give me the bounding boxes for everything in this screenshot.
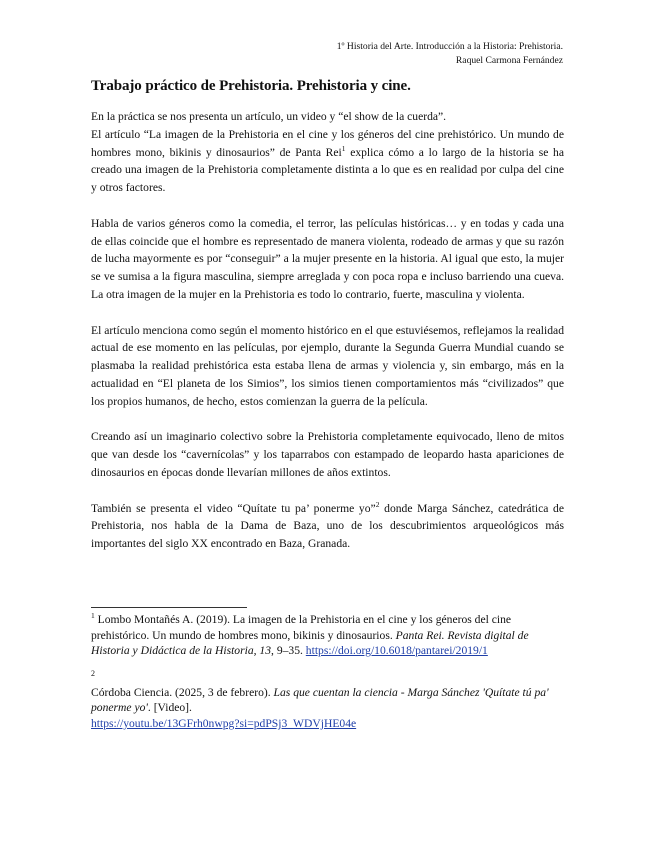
paragraph-article-text-a: El artículo “La imagen de la Prehistoria en el cine y los géneros del cine prehistórico. Un mundo de hombres mono, bikinis y dinosaurios” de Panta Rei [91,127,564,159]
footnote-ref-1[interactable]: 1 [341,143,346,153]
footnote-2-mark: 2 [91,668,95,678]
header-course: 1º Historia del Arte. Introducción a la Historia: Prehistoria. [336,41,563,52]
paragraph-intro [91,108,564,197]
footnote-2-text: Córdoba Ciencia. (2025, 3 de febrero). [91,685,274,699]
footnote-2-rest: . [Video]. [147,701,192,715]
footnote-2-youtube-link[interactable]: https://youtu.be/13GFrh0nwpg?si=pdPSj3_WDVjHE04e [91,716,357,730]
footnote-1-pages: , 9–35. [271,644,306,658]
footnote-2 [91,685,564,732]
footnotes [91,612,564,732]
paragraph-video-text-a: También se presenta el video “Quítate tu pa’ ponerme yo” [91,501,376,515]
paragraph-genres: Habla de varios géneros como la comedia, el terror, las películas históricas… y en todas y cada una de ellas coincide que el hombre es representado de manera violenta, rodeado de armas y que su razón de lucha mayormente es por “conseguir” a la mujer presente en la historia. Al igual que esto, la mujer se ve sumisa a la figura masculina, siempre arreglada y con poca ropa e incluso barriendo una cueva. La otra imagen de la mujer en la Prehistoria es todo lo contrario, fuerte, masculina y violenta. [91,216,564,301]
paragraph-historical-moment: El artículo menciona como según el momento histórico en el que estuviésemos, reflejamos la realidad actual de ese momento en las películas, por ejemplo, durante la Segunda Guerra Mundial cuando se plasmaba la realidad prehistórica esta estaba llena de armas y violencia y, sin embargo, más en la actualidad en “El planeta de los Simios”, los simios tienen comportamientos más “civilizados” que los propios humanos, de hecho, estos comienzan la guerra de la película. [91,323,564,408]
paragraph-intro-text: En la práctica se nos presenta un artículo, un video y “el show de la cuerda”. [91,110,447,123]
footnote-1-mark: 1 [91,611,95,621]
document-body [91,76,564,553]
footnote-ref-2[interactable]: 2 [375,499,380,509]
footnote-1 [91,612,564,659]
paragraph-video-text-b: donde Marga Sánchez, catedrática de Prehistoria, nos habla de la Dama de Baza, uno de los descubrimientos arqueológicos más importantes del siglo XX encontrado en Baza, Granada. [91,501,565,551]
paragraph-imaginary: Creando así un imaginario colectivo sobre la Prehistoria completamente equivocado, lleno de mitos que van desde los “cavernícolas” y los taparrabos con estampado de leopardo hasta apariciones de dinosaurios en épocas donde llevarían millones de años extintos. [91,430,564,479]
footnote-1-doi-link[interactable]: https://doi.org/10.6018/pantarei/2019/1 [305,644,488,658]
paragraph-article-text-b: explica cómo a lo largo de la historia se ha creado una imagen de la Prehistoria completamente distinta a lo que es en realidad por culpa del cine y otros factores. [91,145,564,195]
footnote-1-journal: Panta Rei. Revista digital de Historia y Didáctica de la Historia, 13 [91,628,529,658]
page-header [337,40,563,68]
footnote-2-title: Las que cuentan la ciencia - Marga Sánchez 'Quítate tú pa' ponerme yo' [91,685,549,715]
document-title: Trabajo práctico de Prehistoria. Prehistoria y cine. [91,78,411,94]
header-author: Raquel Carmona Fernández [455,55,563,66]
footnote-separator [91,607,247,608]
paragraph-video [91,500,564,553]
footnote-1-text: Lombo Montañés A. (2019). La imagen de la Prehistoria en el cine y los géneros del cine prehistórico. Un mundo de hombres mono, bikinis y dinosaurios. [91,613,512,642]
